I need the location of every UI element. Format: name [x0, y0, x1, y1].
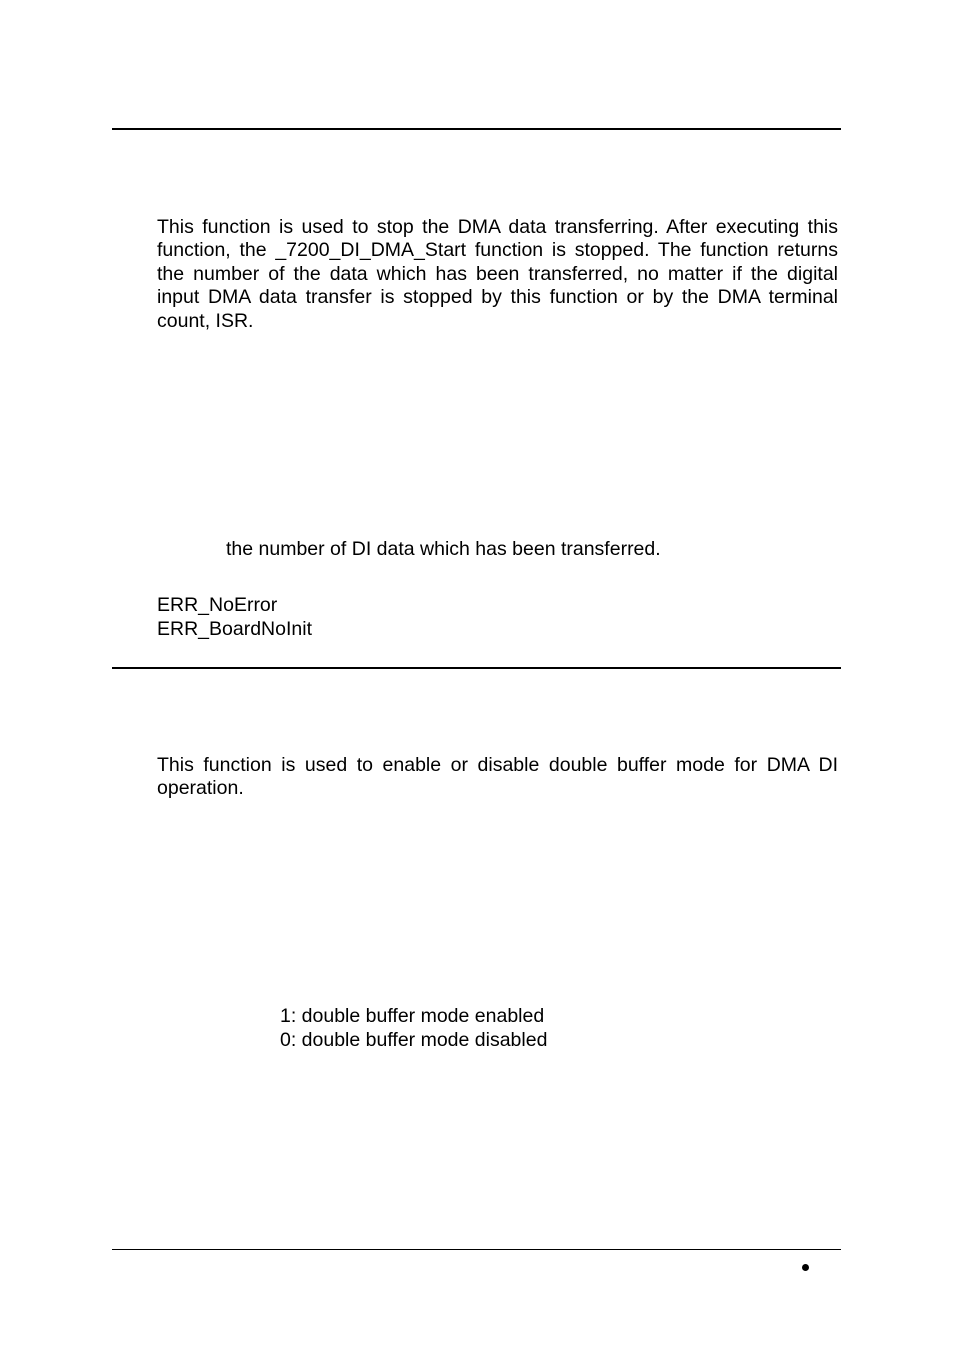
param-value-disabled: 0: double buffer mode disabled [280, 1029, 548, 1051]
section-divider-top [112, 128, 841, 130]
param-value-enabled: 1: double buffer mode enabled [280, 1005, 545, 1027]
section1-return-text: the number of DI data which has been transferred. [226, 538, 661, 560]
section1-description: This function is used to stop the DMA data transferring. After executing this function, the _7200_DI_DMA_Start function is stopped. The function returns the number of the data which has been transferred, no matter if the digital input DMA data transfer is stopped by this function or by the DMA terminal count, ISR. [157, 216, 838, 332]
return-code-board-no-init: ERR_BoardNoInit [157, 618, 312, 640]
return-code-no-error: ERR_NoError [157, 594, 278, 616]
section2-description: This function is used to enable or disable double buffer mode for DMA DI operation. [157, 754, 838, 800]
footer-rule [112, 1249, 841, 1250]
section-divider-middle [112, 667, 841, 669]
bullet-dot-icon [802, 1264, 809, 1271]
